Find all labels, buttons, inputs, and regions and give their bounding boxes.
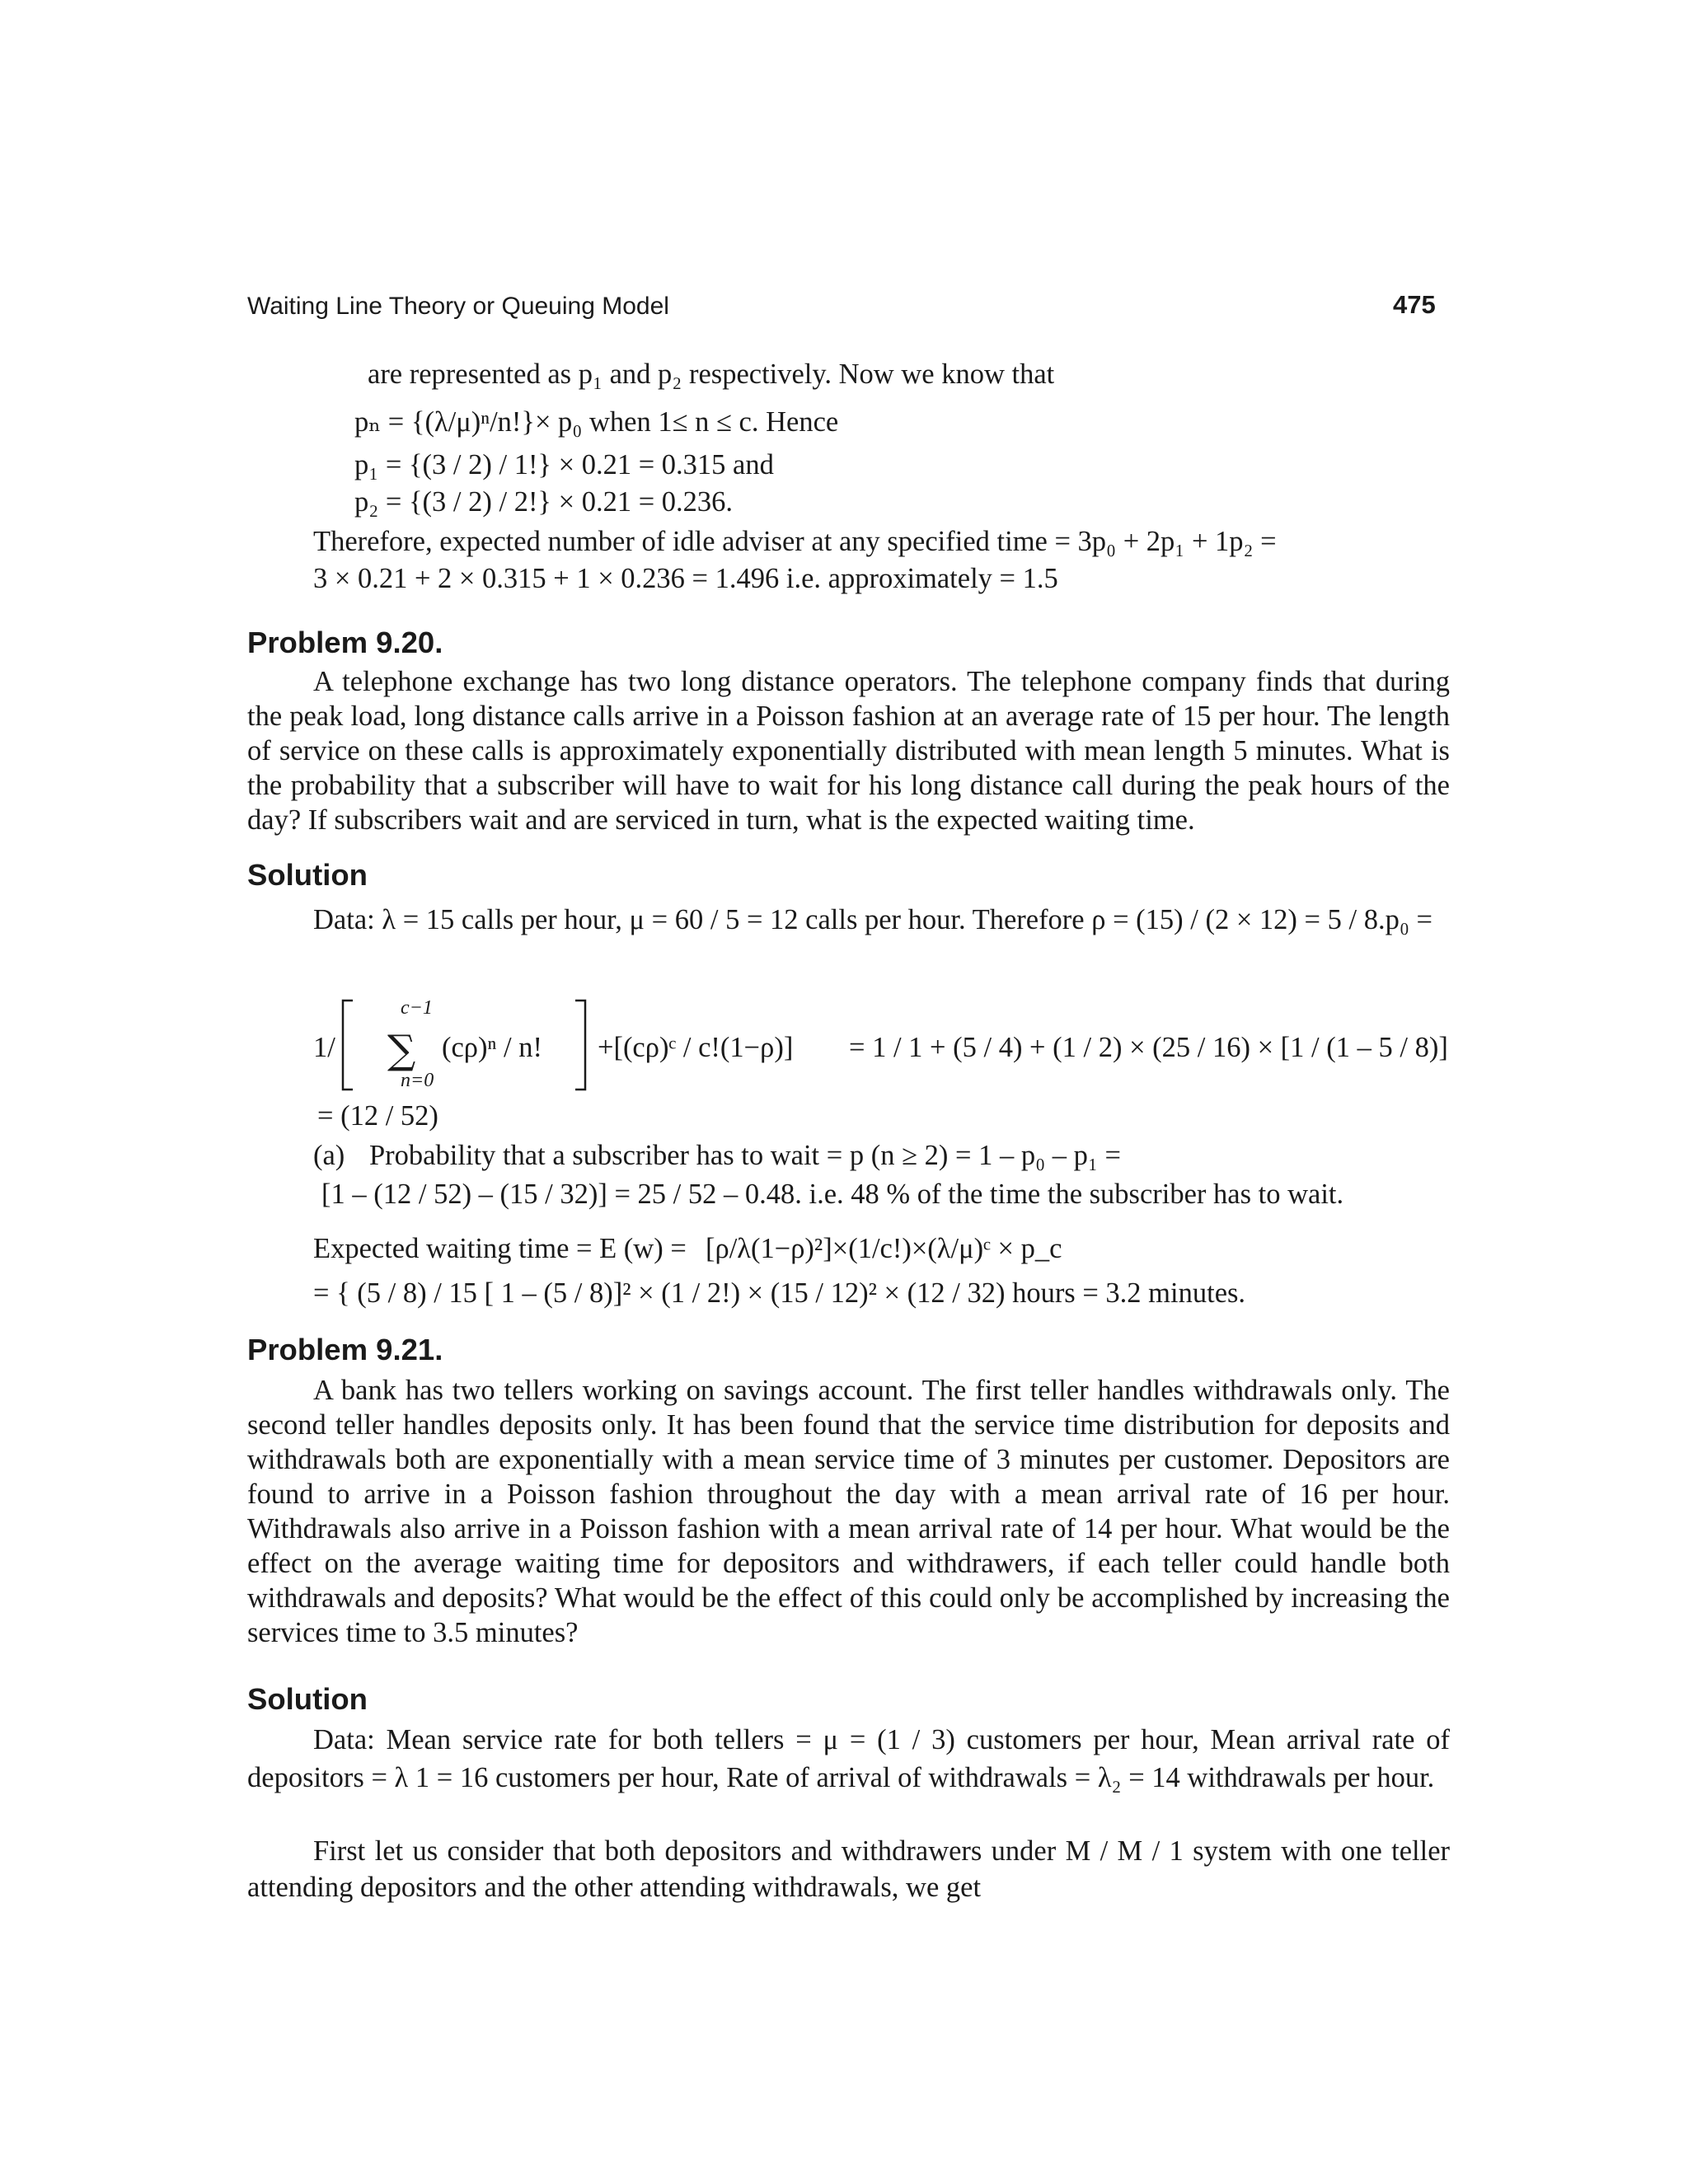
p0-result: = (12 / 52) <box>317 1100 438 1132</box>
text-line: are represented as p₁ and p₂ respectively. Now we know that <box>368 359 1055 390</box>
plus-term: +[(cρ)ᶜ / c!(1−ρ)] <box>598 1032 794 1063</box>
part-a-text: Probability that a subscriber has to wait = p (n ≥ 2) = 1 – p₀ – p₁ = <box>369 1140 1121 1171</box>
text-line: Therefore, expected number of idle adviser at any specified time = 3p₀ + 2p₁ + 1p₂ = <box>313 526 1277 557</box>
problem-heading: Problem 9.21. <box>247 1333 443 1366</box>
problem-text: A bank has two tellers working on savings account. The first teller handles withdrawals only. The second teller handles deposits only. It has been found that the service time distribution for deposits and withdrawals both are exponentially with a mean service time of 3 minutes per customer. Depositors are found to arrive in a Poisson fashion throughout the day with a mean arrival rate of 16 per hour. Withdrawals also arrive in a Poisson fashion with a mean arrival rate of 14 per hour. What would be the effect on the average waiting time for depositors and withdrawers, if each teller could handle both withdrawals and deposits? What would be the effect of this could only be accomplished by increasing the services time to 3.5 minutes? <box>247 1375 1450 1648</box>
p0-formula <box>247 997 1450 1096</box>
formula-line: p₁ = {(3 / 2) / 1!} × 0.21 = 0.315 and <box>354 449 774 480</box>
solution-heading: Solution <box>247 1682 368 1716</box>
formula-prefix: 1/ <box>313 1032 335 1063</box>
formula-value: = 1 / 1 + (5 / 4) + (1 / 2) × (25 / 16) × [1 / (1 – 5 / 8)] <box>849 1032 1448 1063</box>
solution-data-text: Data: λ = 15 calls per hour, μ = 60 / 5 = 12 calls per hour. Therefore ρ = (15) / (2 × 12) = 5 / 8.p₀ = <box>313 904 1432 935</box>
sum-lower-limit: n=0 <box>401 1070 434 1091</box>
page-number: 475 <box>1393 290 1436 319</box>
solution-text: First let us consider that both depositors and withdrawers under M / M / 1 system with one teller attending depositors and the other attending withdrawals, we get <box>247 1835 1450 1903</box>
solution-data-text: Data: Mean service rate for both tellers = μ = (1 / 3) customers per hour, Mean arrival rate of depositors = λ 1 = 16 customers per hour, Rate of arrival of withdrawals = λ₂ = 14 withdrawals per hour. <box>247 1724 1450 1793</box>
solution-heading: Solution <box>247 858 368 892</box>
waiting-time-value: = { (5 / 8) / 15 [ 1 – (5 / 8)]² × (1 / 2!) × (15 / 12)² × (12 / 32) hours = 3.2 minutes. <box>313 1277 1246 1309</box>
formula-line: pₙ = {(λ/μ)ⁿ/n!}× p₀ when 1≤ n ≤ c. Hence <box>354 406 839 438</box>
running-head: Waiting Line Theory or Queuing Model <box>247 293 669 320</box>
sum-upper-limit: c−1 <box>401 997 433 1019</box>
sum-term: (cρ)ⁿ / n! <box>442 1032 542 1063</box>
waiting-time-formula: [ρ/λ(1−ρ)²]×(1/c!)×(λ/μ)ᶜ × p_c <box>706 1233 1062 1264</box>
part-a-text: [1 – (12 / 52) – (15 / 32)] = 25 / 52 – 0.48. i.e. 48 % of the time the subscriber has to wait. <box>321 1179 1344 1210</box>
formula-line: p₂ = {(3 / 2) / 2!} × 0.21 = 0.236. <box>354 486 734 518</box>
waiting-time-label: Expected waiting time = E (w) = <box>313 1233 687 1264</box>
problem-heading: Problem 9.20. <box>247 626 443 659</box>
problem-text: A telephone exchange has two long distance operators. The telephone company finds that during the peak load, long distance calls arrive in a Poisson fashion at an average rate of 15 per hour. The length of service on these calls is approximately exponentially distributed with mean length 5 minutes. What is the probability that a subscriber will have to wait for his long distance call during the peak hours of the day? If subscribers wait and are serviced in turn, what is the expected waiting time. <box>247 666 1450 836</box>
part-a-label: (a) <box>313 1140 345 1171</box>
text-line: 3 × 0.21 + 2 × 0.315 + 1 × 0.236 = 1.496 i.e. approximately = 1.5 <box>313 563 1058 594</box>
svg-text:∑: ∑ <box>387 1027 416 1073</box>
